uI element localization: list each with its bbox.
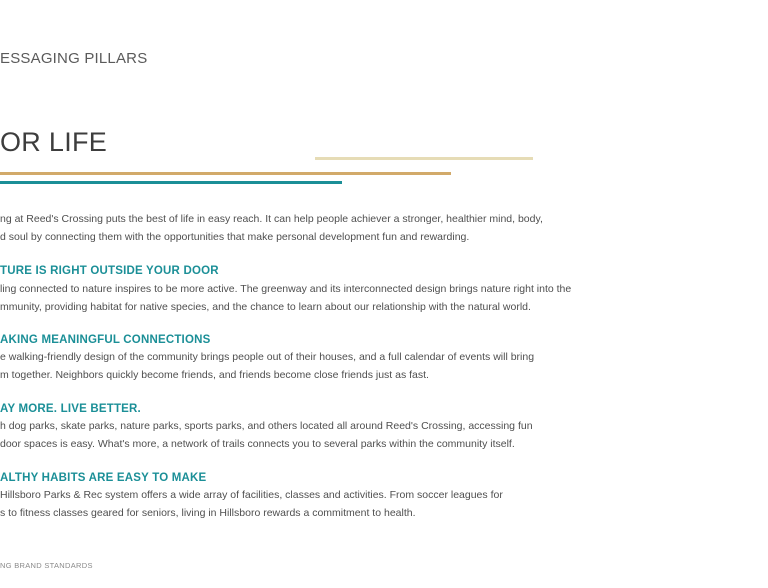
pillar-body-line: door spaces is easy. What's more, a network of trails connects you to several parks within the community itself. xyxy=(0,438,515,450)
page-title: OR LIFE xyxy=(0,127,108,157)
gold-accent-rule xyxy=(0,172,451,175)
pillar-body-line: m together. Neighbors quickly become friends, and friends become close friends just as fast. xyxy=(0,369,429,381)
pillar-body-line: s to fitness classes geared for seniors, living in Hillsboro rewards a commitment to health. xyxy=(0,507,416,519)
pillar-body-line: ling connected to nature inspires to be more active. The greenway and its interconnected design brings nature right into the xyxy=(0,283,572,295)
intro-line: ng at Reed's Crossing puts the best of life in easy reach. It can help people achiever a stronger, healthier mind, body, xyxy=(0,213,543,225)
beige-accent-rule xyxy=(315,157,533,160)
pillar-heading: TURE IS RIGHT OUTSIDE YOUR DOOR xyxy=(0,265,219,277)
footer-label: NG BRAND STANDARDS xyxy=(0,561,93,570)
intro-line: d soul by connecting them with the opportunities that make personal development fun and rewarding. xyxy=(0,231,470,243)
pillar-body-line: e walking-friendly design of the community brings people out of their houses, and a full calendar of events will bring xyxy=(0,351,535,363)
pillar-body-line: mmunity, providing habitat for native species, and the chance to learn about our relationship with the natural world. xyxy=(0,301,531,313)
pillar-body xyxy=(0,486,760,522)
pillar-body-line: Hillsboro Parks & Rec system offers a wide array of facilities, classes and activities. From soccer leagues for xyxy=(0,489,503,501)
pillar-body-line: h dog parks, skate parks, nature parks, sports parks, and others located all around Reed's Crossing, accessing fun xyxy=(0,420,533,432)
teal-accent-rule xyxy=(0,181,342,184)
section-label: ESSAGING PILLARS xyxy=(0,50,148,67)
intro-paragraph xyxy=(0,210,760,246)
pillar-body xyxy=(0,417,760,453)
pillar-body xyxy=(0,280,760,316)
pillar-body xyxy=(0,348,760,384)
pillar-heading: AKING MEANINGFUL CONNECTIONS xyxy=(0,334,211,346)
pillar-heading: ALTHY HABITS ARE EASY TO MAKE xyxy=(0,472,207,484)
pillar-heading: AY MORE. LIVE BETTER. xyxy=(0,403,141,415)
